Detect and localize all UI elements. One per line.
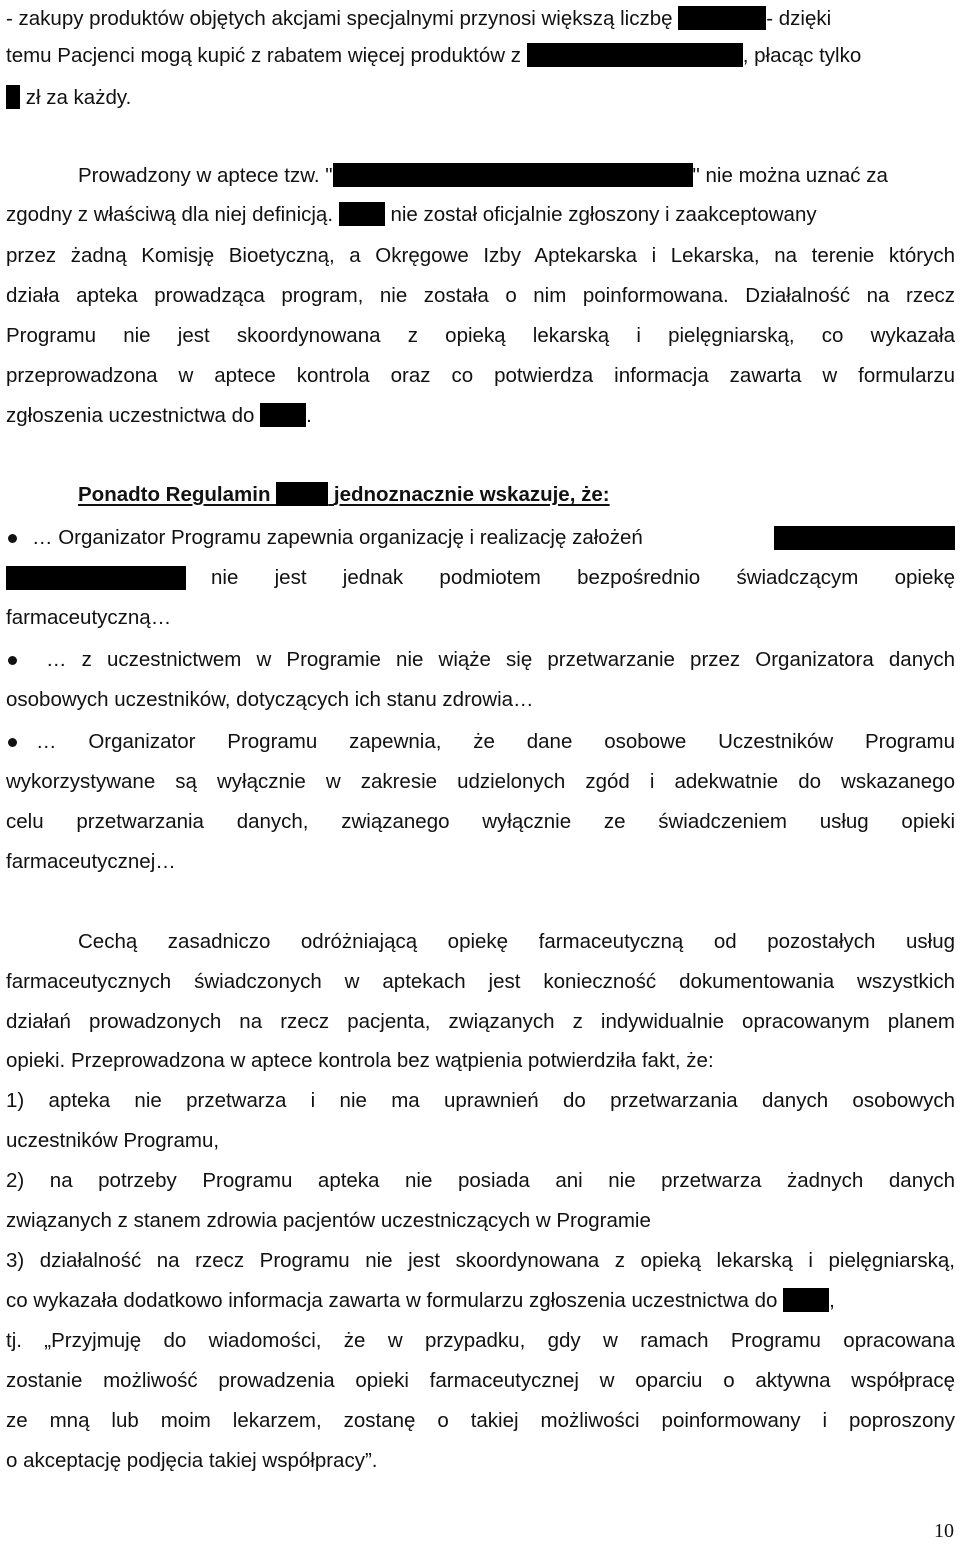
regulation-heading	[78, 481, 610, 509]
text-span: " nie można uznać za	[692, 164, 888, 187]
bullet-3-line-4: farmaceutycznej…	[6, 850, 176, 873]
text-span: Prowadzony w aptece tzw. "	[78, 164, 333, 187]
bullet-2-line-2: osobowych uczestników, dotyczących ich stanu zdrowia…	[6, 688, 534, 711]
p2-line-5: Programu nie jest skoordynowana z opieką lekarską i pielęgniarską, co wykazała	[6, 324, 955, 347]
p2-line-7	[6, 402, 312, 430]
bullet-2-line-1: … z uczestnictwem w Programie nie wiąże się przetwarzanie przez Organizatora danych	[46, 648, 955, 671]
p3-line-4: opieki. Przeprowadzona w aptece kontrola bez wątpienia potwierdziła fakt, że:	[6, 1049, 714, 1072]
quote-line-4: o akceptację podjęcia takiej współpracy”.	[6, 1449, 378, 1472]
quote-line-3: ze mną lub moim lekarzem, zostanę o takiej możliwości poinformowany i poproszony	[6, 1409, 955, 1432]
text-span: zgodny z właściwą dla niej definicją.	[6, 203, 334, 226]
heading-text: jednoznacznie wskazuje, że:	[333, 483, 610, 506]
p2-line-4: działa apteka prowadząca program, nie została o nim poinformowana. Działalność na rzecz	[6, 284, 955, 307]
text-span: temu Pacjenci mogą kupić z rabatem więcej produktów z	[6, 44, 522, 67]
redaction-block	[333, 163, 693, 187]
p3-line-2: farmaceutycznych świadczonych w aptekach jest konieczność dokumentowania wszystkich	[6, 970, 955, 993]
bullet-3-line-2: wykorzystywane są wyłącznie w zakresie udzielonych zgód i adekwatnie do wskazanego	[6, 770, 955, 793]
item-1-line-2: uczestników Programu,	[6, 1129, 220, 1152]
text-span: co wykazała dodatkowo informacja zawarta w formularzu zgłoszenia uczestnictwa do	[6, 1289, 778, 1312]
bullet-dot	[8, 656, 17, 665]
bullet-dot	[8, 534, 17, 543]
text-span: - zakupy produktów objętych akcjami specjalnymi przynosi większą liczbę	[6, 7, 673, 30]
redaction-block	[6, 85, 20, 109]
heading-text: Ponadto Regulamin	[78, 483, 271, 506]
text-span: .	[306, 404, 312, 427]
p2-line-3: przez żadną Komisję Bioetyczną, a Okręgowe Izby Aptekarska i Lekarska, na terenie których	[6, 244, 955, 267]
bullet-3-line-3: celu przetwarzania danych, związanego wyłącznie ze świadczeniem usług opieki	[6, 810, 955, 833]
redaction-block	[783, 1288, 829, 1312]
bullet-1-line-3: farmaceutyczną…	[6, 606, 172, 629]
p1-line-1	[6, 5, 831, 33]
p2-line-6: przeprowadzona w aptece kontrola oraz co potwierdza informacja zawarta w formularzu	[6, 364, 955, 387]
text-span: - dzięki	[766, 7, 832, 30]
redaction-block	[678, 6, 766, 30]
item-3-line-1: 3) działalność na rzecz Programu nie jest skoordynowana z opieką lekarską i pielęgniarską,	[6, 1249, 955, 1272]
item-1-line-1: 1) apteka nie przetwarza i nie ma uprawnień do przetwarzania danych osobowych	[6, 1089, 955, 1112]
text-span: ,	[829, 1289, 835, 1312]
quote-line-1: tj. „Przyjmuję do wiadomości, że w przypadku, gdy w ramach Programu opracowana	[6, 1329, 955, 1352]
redaction-block	[339, 202, 385, 226]
redaction-block	[276, 482, 328, 506]
p2-line-1	[78, 162, 888, 190]
text-span: … Organizator Programu zapewnia organizację i realizację założeń	[32, 526, 643, 549]
text-span: zł za każdy.	[25, 86, 132, 109]
item-3-line-2	[6, 1287, 835, 1315]
p2-line-2	[6, 201, 817, 229]
quote-line-2: zostanie możliwość prowadzenia opieki farmaceutycznej w oparciu o aktywna współpracę	[6, 1369, 955, 1392]
item-2-line-2: związanych z stanem zdrowia pacjentów uczestniczących w Programie	[6, 1209, 651, 1232]
redaction-block	[6, 566, 186, 590]
bullet-1-line-2: nie jest jednak podmiotem bezpośrednio świadczącym opiekę	[211, 566, 955, 589]
bullet-3-line-1: … Organizator Programu zapewnia, że dane osobowe Uczestników Programu	[36, 730, 955, 753]
p1-line-3	[6, 84, 131, 112]
text-span: zgłoszenia uczestnictwa do	[6, 404, 255, 427]
text-span: , płacąc tylko	[742, 44, 862, 67]
p3-line-3: działań prowadzonych na rzecz pacjenta, związanych z indywidualnie opracowanym planem	[6, 1010, 955, 1033]
text-span: nie został oficjalnie zgłoszony i zaakceptowany	[390, 203, 817, 226]
redaction-block	[260, 403, 306, 427]
page-number: 10	[934, 1520, 954, 1542]
p3-line-1: Cechą zasadniczo odróżniającą opiekę farmaceutyczną od pozostałych usług	[78, 930, 955, 953]
item-2-line-1: 2) na potrzeby Programu apteka nie posiada ani nie przetwarza żadnych danych	[6, 1169, 955, 1192]
redaction-block	[527, 43, 743, 67]
bullet-dot	[8, 738, 17, 747]
redaction-block	[774, 526, 955, 550]
bullet-1-line-1	[32, 524, 643, 552]
p1-line-2	[6, 42, 861, 70]
